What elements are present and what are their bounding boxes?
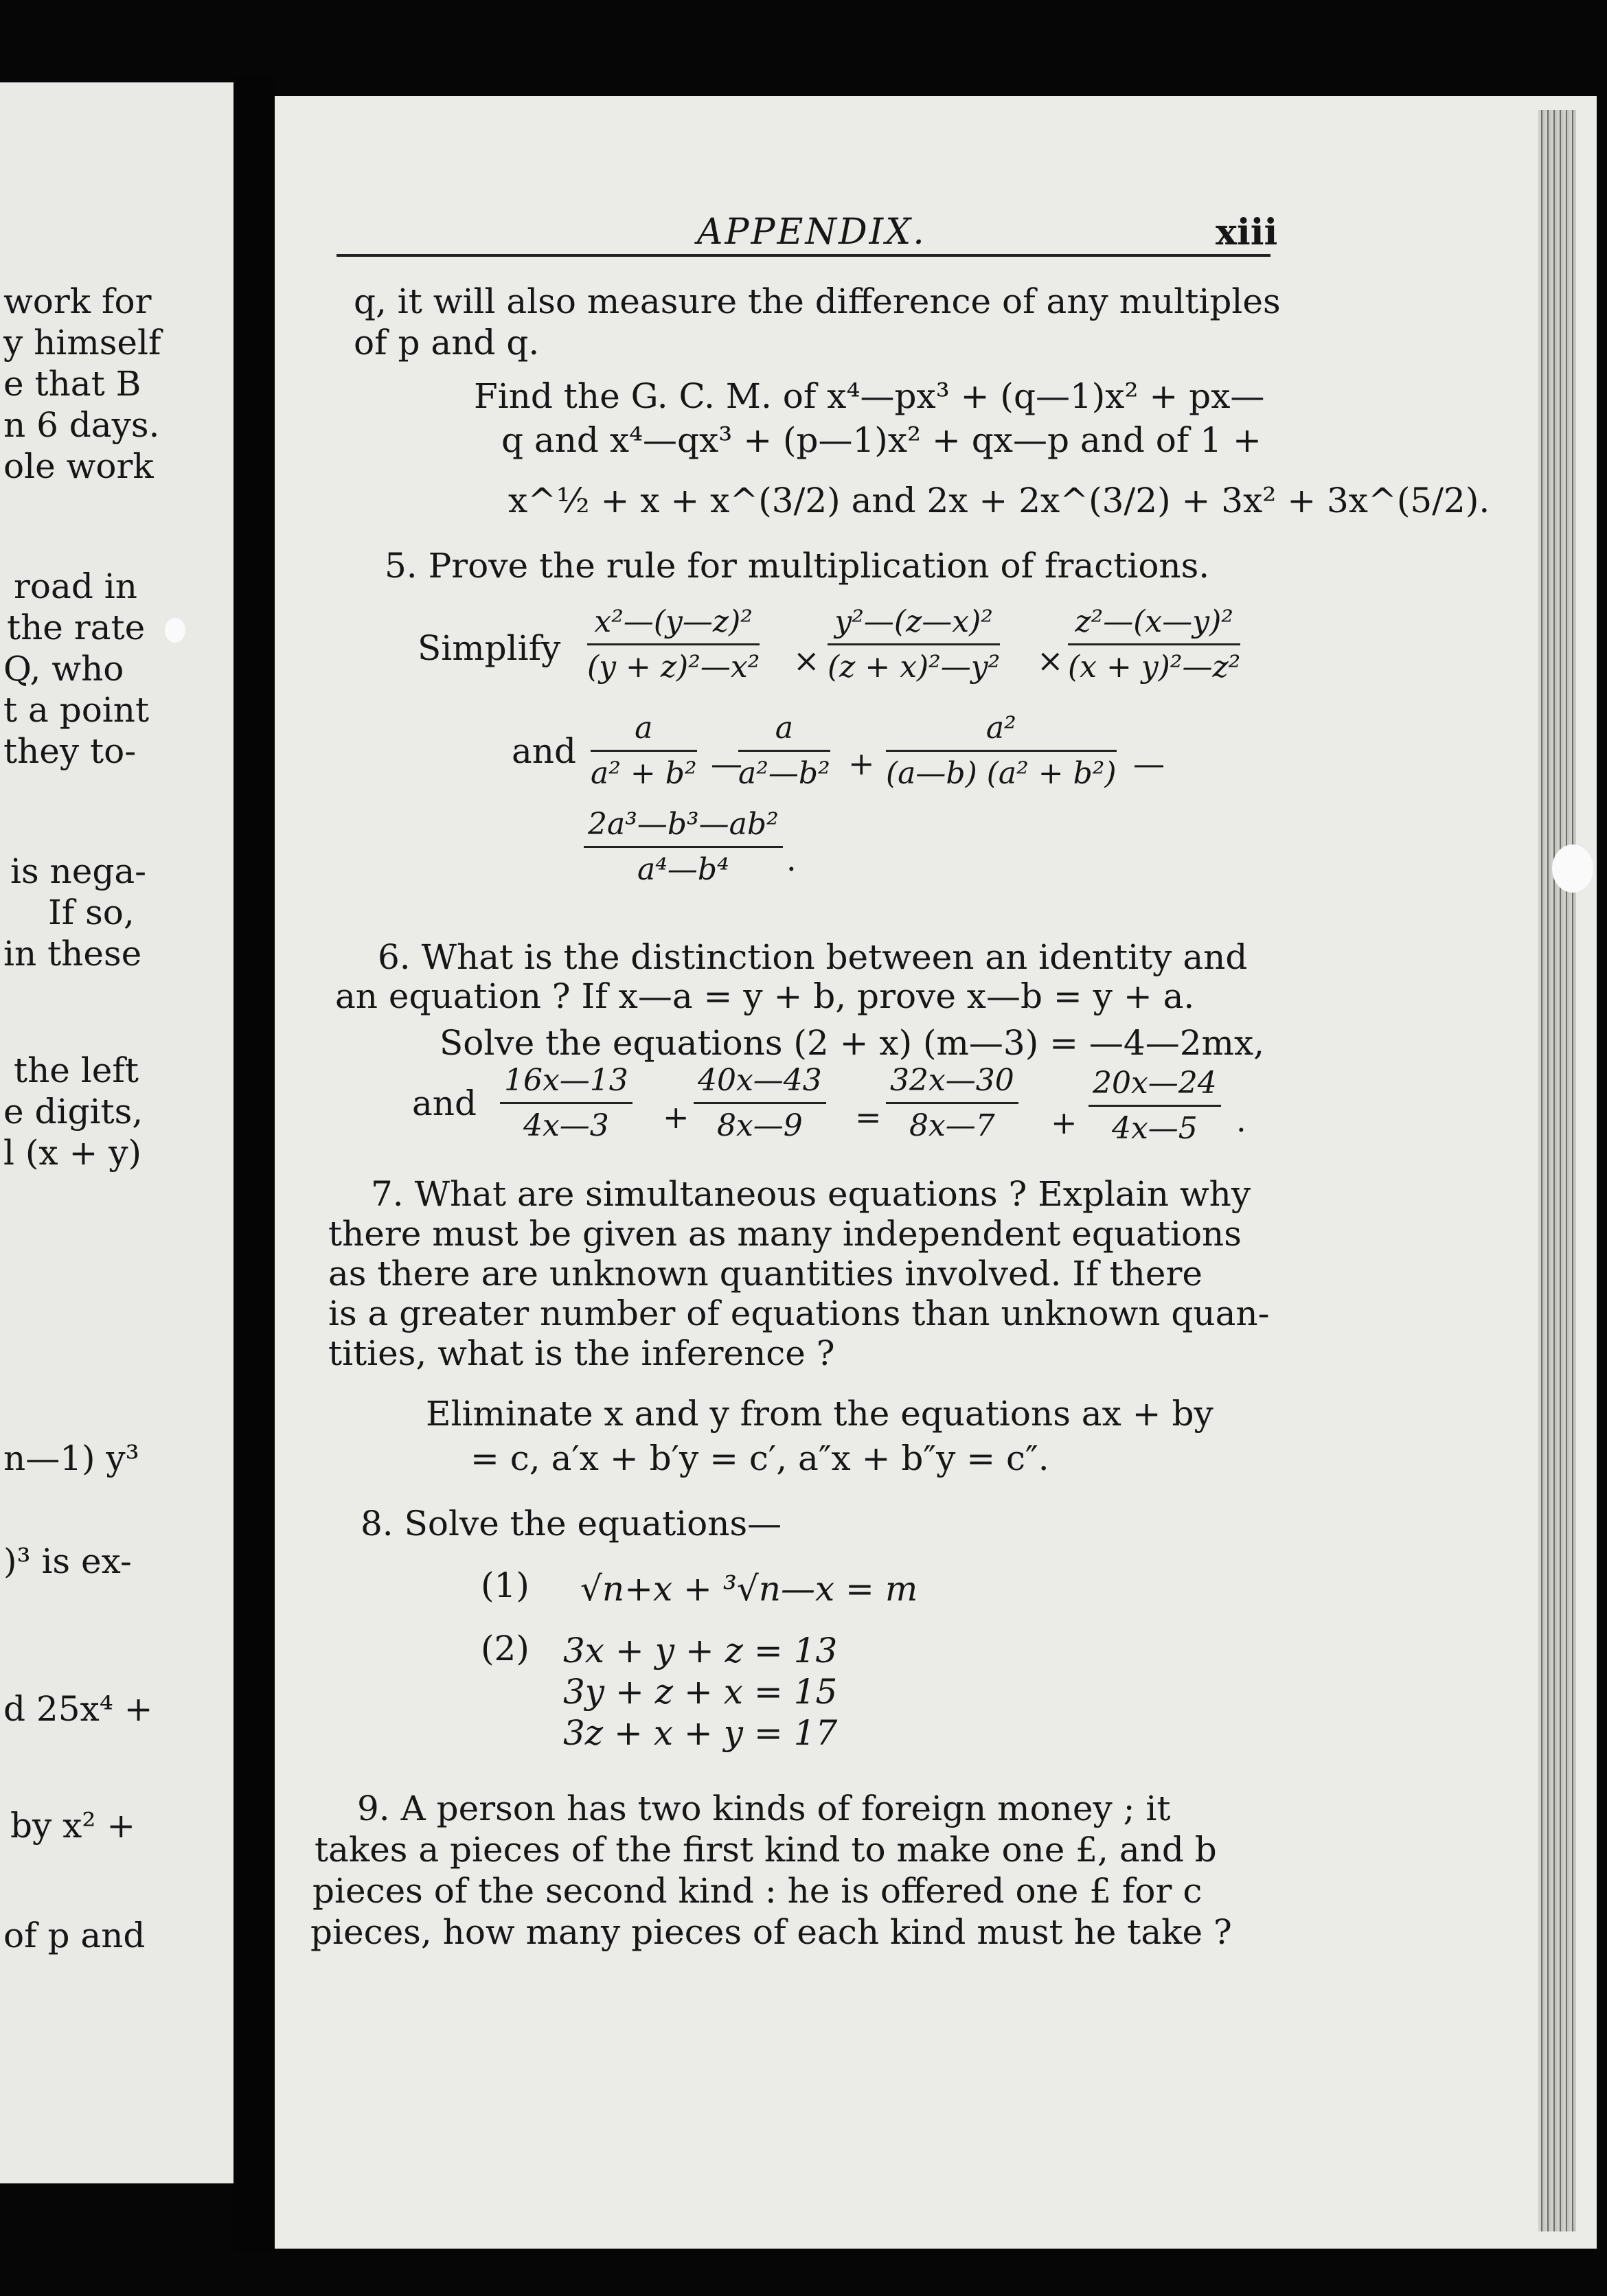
period: .	[1236, 1102, 1246, 1139]
fraction: $\frac{\text{z²—(x—y)²}}{\text{(x + y)²—z²}}$	[1068, 604, 1241, 685]
text-line: tities, what is the inference ?	[328, 1333, 835, 1373]
fraction: $\frac{a}{\text{a²—b²}}$	[738, 711, 830, 791]
gcm-line: Find the G. C. M. of x⁴—px³ + (q—1)x² + px—	[474, 376, 1265, 416]
text-line: 6. What is the distinction between an identity and	[378, 937, 1248, 977]
eliminate-line: = c, a′x + b′y = c′, a″x + b″y = c″.	[470, 1438, 1049, 1478]
left-fragment: t a point	[3, 690, 150, 730]
paper-speck	[165, 618, 185, 643]
text-line: q, it will also measure the difference of any multiples	[354, 282, 1281, 321]
equation-label: (2)	[481, 1629, 529, 1668]
period: .	[786, 841, 797, 878]
and-label: and	[512, 731, 577, 771]
left-fragment: they to-	[3, 731, 137, 771]
equation: 3z + x + y = 17	[563, 1713, 838, 1753]
plus-sign: +	[663, 1099, 689, 1136]
plus-sign: +	[848, 745, 875, 782]
text-line: 9. A person has two kinds of foreign money ; it	[357, 1789, 1171, 1828]
left-fragment: l (x + y)	[3, 1133, 142, 1173]
paper-speck	[1552, 845, 1593, 893]
text-line: is a greater number of equations than unknown quan-	[328, 1294, 1270, 1333]
left-fragment: e that B	[3, 364, 141, 404]
text-line: of p and q.	[354, 323, 540, 363]
text-line: 7. What are simultaneous equations ? Explain why	[371, 1174, 1251, 1214]
solve-line: Solve the equations (2 + x) (m—3) = —4—2mx,	[440, 1023, 1265, 1063]
left-fragment: work for	[3, 282, 152, 321]
equation: 3y + z + x = 15	[563, 1672, 838, 1712]
left-fragment: e digits,	[3, 1092, 144, 1132]
left-fragment: y himself	[3, 323, 161, 363]
left-fragment: n—1) y³	[3, 1438, 139, 1478]
text-line: there must be given as many independent equations	[328, 1214, 1242, 1254]
fraction: $\frac{20x—24}{4x—5}$	[1089, 1066, 1221, 1146]
left-fragment: d 25x⁴ +	[3, 1689, 153, 1729]
book-gutter	[233, 76, 275, 2252]
question-8-title: 8. Solve the equations—	[361, 1504, 782, 1543]
left-fragment: road in	[14, 566, 137, 606]
page-number: xiii	[1216, 211, 1278, 253]
fraction: $\frac{\text{x²—(y—z)²}}{\text{(y + z)²—x²}}$	[587, 604, 760, 685]
text-line: an equation ? If x—a = y + b, prove x—b = y + a.	[335, 976, 1195, 1016]
times-sign: ×	[1037, 642, 1064, 679]
equation: 3x + y + z = 13	[563, 1631, 838, 1671]
left-fragment: in these	[3, 934, 142, 974]
left-fragment: If so,	[48, 893, 135, 932]
left-fragment: Q, who	[3, 649, 124, 689]
page-edges	[1538, 110, 1576, 2231]
question-5-title: 5. Prove the rule for multiplication of fractions.	[385, 546, 1210, 586]
equation: √n+x + ³√n—x = m	[580, 1569, 918, 1609]
left-fragment: )³ is ex-	[3, 1541, 132, 1581]
text-line: pieces, how many pieces of each kind must he take ?	[310, 1912, 1232, 1952]
header-rule	[337, 254, 1270, 257]
times-sign: ×	[793, 642, 820, 679]
left-fragment: ole work	[3, 446, 154, 486]
minus-sign: —	[711, 745, 742, 782]
equals-sign: =	[855, 1099, 882, 1136]
left-fragment: the rate	[7, 608, 146, 647]
fraction: $\frac{\text{y²—(z—x)²}}{\text{(z + x)²—y²}}$	[828, 604, 1001, 685]
and-label: and	[412, 1083, 477, 1123]
minus-sign: —	[1133, 745, 1165, 782]
gcm-line: q and x⁴—qx³ + (p—1)x² + qx—p and of 1 +	[501, 420, 1262, 460]
left-fragment: is nega-	[10, 851, 147, 891]
gcm-line: x^½ + x + x^(3/2) and 2x + 2x^(3/2) + 3x² + 3x^(5/2).	[508, 481, 1490, 520]
text-line: as there are unknown quantities involved. If there	[328, 1254, 1203, 1294]
text-line: takes a pieces of the first kind to make one £, and b	[315, 1830, 1217, 1870]
left-fragment: the left	[14, 1051, 139, 1090]
fraction: $\frac{a}{\text{a² + b²}}$	[591, 711, 697, 791]
text-line: pieces of the second kind : he is offered one £ for c	[312, 1871, 1203, 1911]
page-title: APPENDIX.	[697, 211, 926, 253]
fraction: $\frac{\text{2a³—b³—ab²}}{\text{a⁴—b⁴}}$	[584, 807, 783, 887]
fraction: $\frac{\text{a²}}{\text{(a—b) (a² + b²)}}$	[886, 711, 1117, 791]
simplify-label: Simplify	[418, 628, 561, 668]
left-fragment: by x² +	[10, 1806, 136, 1846]
plus-sign: +	[1051, 1104, 1078, 1141]
left-fragment: n 6 days.	[3, 405, 160, 445]
equation-label: (1)	[481, 1565, 529, 1605]
eliminate-line: Eliminate x and y from the equations ax + by	[426, 1394, 1213, 1434]
fraction: $\frac{16x—13}{4x—3}$	[500, 1063, 632, 1143]
left-fragment: of p and	[3, 1916, 146, 1955]
fraction: $\frac{40x—43}{8x—9}$	[694, 1063, 826, 1143]
fraction: $\frac{32x—30}{8x—7}$	[886, 1063, 1018, 1143]
